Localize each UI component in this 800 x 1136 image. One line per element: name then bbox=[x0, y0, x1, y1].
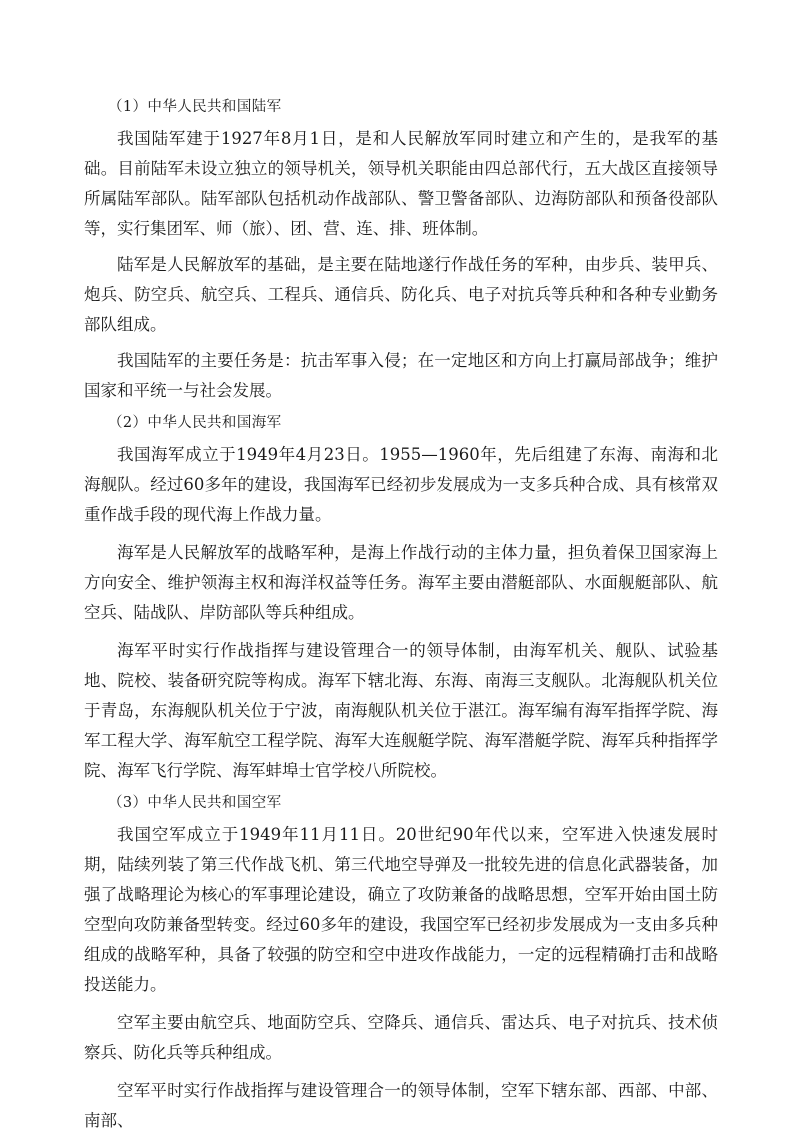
section-heading-navy: （2）中华人民共和国海军 bbox=[108, 415, 282, 431]
air-force-paragraph-2: 空军主要由航空兵、地面防空兵、空降兵、通信兵、雷达兵、电子对抗兵、技术侦察兵、防化兵等兵种组成。 bbox=[84, 1013, 718, 1062]
army-paragraph-2: 陆军是人民解放军的基础，是主要在陆地遂行作战任务的军种，由步兵、装甲兵、炮兵、防空兵、航空兵、工程兵、通信兵、防化兵、电子对抗兵等兵种和各种专业勤务部队组成。 bbox=[84, 255, 718, 334]
army-paragraph-3: 我国陆军的主要任务是：抗击军事入侵；在一定地区和方向上打赢局部战争；维护国家和平统一与社会发展。 bbox=[84, 351, 718, 400]
document-page bbox=[84, 92, 718, 1136]
navy-paragraph-3: 海军平时实行作战指挥与建设管理合一的领导体制，由海军机关、舰队、试验基地、院校、装备研究院等构成。海军下辖北海、东海、南海三支舰队。北海舰队机关位于青岛，东海舰队机关位于宁波，南海舰队机关位于湛江。海军编有海军指挥学院、海军工程大学、海军航空工程学院、海军大连舰艇学院、海军潜艇学院、海军兵种指挥学院、海军飞行学院、海军蚌埠士官学校八所院校。 bbox=[84, 641, 718, 780]
section-heading-air-force: （3）中华人民共和国空军 bbox=[108, 795, 282, 811]
air-force-paragraph-1: 我国空军成立于1949年11月11日。20世纪90年代以来，空军进入快速发展时期，陆续列装了第三代作战飞机、第三代地空导弹及一批较先进的信息化武器装备，加强了战略理论为核心的军事理论建设，确立了攻防兼备的战略思想，空军开始由国土防空型向攻防兼备型转变。经过60多年的建设，我国空军已经初步发展成为一支由多兵种组成的战略军种，具备了较强的防空和空中进攻作战能力，一定的远程精确打击和战略投送能力。 bbox=[84, 825, 718, 994]
navy-paragraph-2: 海军是人民解放军的战略军种，是海上作战行动的主体力量，担负着保卫国家海上方向安全、维护领海主权和海洋权益等任务。海军主要由潜艇部队、水面舰艇部队、航空兵、陆战队、岸防部队等兵种组成。 bbox=[84, 543, 718, 622]
army-paragraph-1: 我国陆军建于1927年8月1日，是和人民解放军同时建立和产生的，是我军的基础。目前陆军未设立独立的领导机关，领导机关职能由四总部代行，五大战区直接领导所属陆军部队。陆军部队包括机动作战部队、警卫警备部队、边海防部队和预备役部队等，实行集团军、师（旅）、团、营、连、排、班体制。 bbox=[84, 129, 718, 238]
air-force-paragraph-3: 空军平时实行作战指挥与建设管理合一的领导体制，空军下辖东部、西部、中部、南部、 bbox=[84, 1081, 718, 1130]
section-heading-army: （1）中华人民共和国陆军 bbox=[108, 99, 282, 115]
navy-paragraph-1: 我国海军成立于1949年4月23日。1955—1960年，先后组建了东海、南海和北海舰队。经过60多年的建设，我国海军已经初步发展成为一支多兵种合成、具有核常双重作战手段的现代海上作战力量。 bbox=[84, 445, 718, 524]
